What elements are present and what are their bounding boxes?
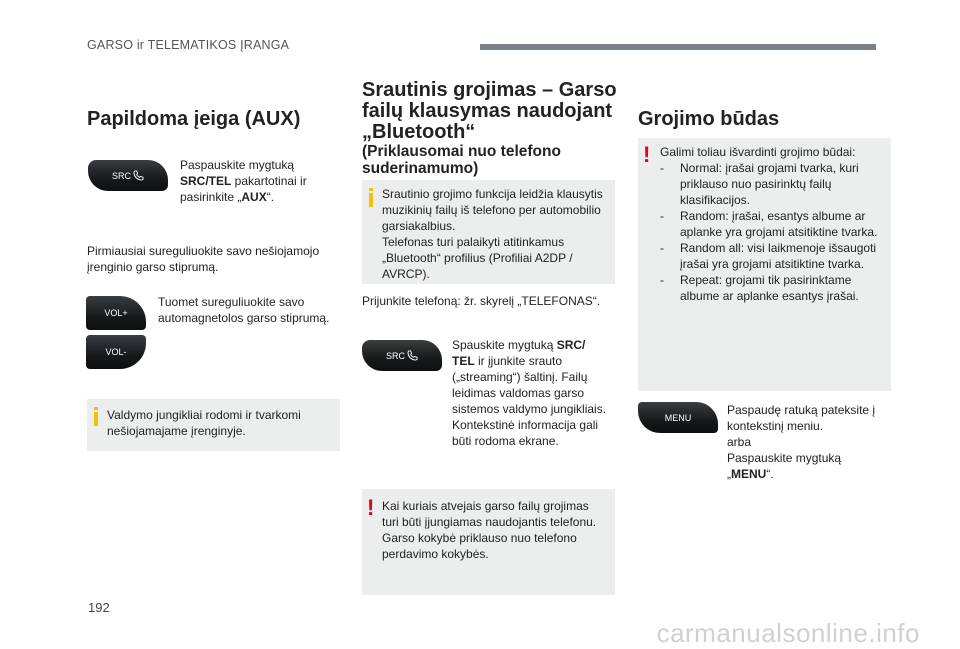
vol-down-button-image — [86, 335, 146, 369]
list-item: - Random all: visi laikmenoje išsaugoti įrašai yra grojami atsitiktine tvarka. — [660, 240, 886, 272]
play-mode-step: Paspaudę ratuką pateksite į kontekstinį meniu. arba Paspauskite mygtuką „MENU“. — [727, 403, 876, 481]
streaming-step: Spauskite mygtuką SRC/ TEL ir įjunkite srauto („streaming“) šaltinį. Failų leidimas valdomas garso sistemos valdymo jungikliais. Kontekstinė informacija gali būti rodoma ekrane. — [452, 338, 607, 448]
aux-step1: Paspauskite mygtuką SRC/TEL pakartotinai ir pasirinkite „AUX“. — [180, 158, 307, 204]
list-item: - Normal: įrašai grojami tvarka, kuri priklauso nuo pasirinktų failų klasifikacijos. — [660, 160, 886, 208]
vol-down-label: VOL- — [105, 347, 127, 357]
watermark: carmanualsonline.info — [656, 618, 920, 648]
streaming-warning-box — [362, 489, 615, 595]
streaming-warning-text: Kai kuriais atvejais garso failų grojimas turi būti įjungiamas naudojantis telefonu. Garso kokybė priklauso nuo telefono perdavimo kokybės. — [382, 499, 597, 561]
play-mode-list — [660, 144, 886, 304]
streaming-info-box — [362, 180, 615, 284]
src-label: SRC — [385, 350, 405, 361]
phone-icon — [133, 170, 144, 181]
src-button-image — [88, 160, 168, 191]
streaming-subtitle: (Priklausomai nuo telefono suderinamumo) — [362, 143, 561, 177]
info-icon — [369, 193, 373, 207]
aux-step2: Tuomet sureguliuokite savo automagnetolos garso stiprumą. — [158, 295, 330, 325]
aux-info-text: Valdymo jungikliai rodomi ir tvarkomi nešiojamajame įrenginyje. — [107, 408, 301, 438]
play-mode-intro: Galimi toliau išvardinti grojimo būdai: — [660, 145, 856, 159]
warning-icon: ! — [643, 142, 651, 167]
vol-up-label: VOL+ — [104, 308, 128, 318]
vol-up-button-image — [86, 296, 146, 330]
info-icon-dot — [94, 407, 98, 410]
menu-button-image — [638, 402, 718, 433]
info-icon-dot — [369, 188, 373, 191]
warning-icon: ! — [367, 495, 375, 520]
aux-title: Papildoma įeiga (AUX) — [87, 108, 301, 130]
phone-icon — [407, 350, 418, 361]
menu-label: MENU — [664, 412, 692, 423]
list-item: - Repeat: grojami tik pasirinktame albume ar aplanke esantys įrašai. — [660, 272, 886, 304]
play-mode-warning-box — [638, 138, 891, 391]
streaming-info-text: Srautinio grojimo funkcija leidžia klausytis muzikinių failų iš telefono per automobilio garsiakalbius. Telefonas turi palaikyti atitinkamus „Bluetooth“ profilius (Profiliai A2DP / AVRCP). — [382, 187, 603, 281]
streaming-title: Srautinis grojimas – Garso failų klausymas naudojant „Bluetooth“ — [362, 79, 617, 143]
play-mode-title: Grojimo būdas — [638, 108, 780, 130]
src-label: SRC — [111, 170, 131, 181]
section-title: GARSO ir TELEMATIKOS ĮRANGA — [87, 38, 290, 52]
list-item: - Random: įrašai, esantys albume ar aplanke yra grojami atsitiktine tvarka. — [660, 208, 886, 240]
connect-text: Prijunkite telefoną: žr. skyrelį „TELEFONAS“. — [362, 294, 601, 308]
src-button-image — [362, 340, 442, 371]
aux-paragraph: Pirmiausiai sureguliuokite savo nešiojamojo įrenginio garso stiprumą. — [87, 244, 320, 274]
info-icon — [94, 412, 98, 426]
page-number: 192 — [88, 600, 110, 615]
header-bar — [480, 44, 876, 50]
aux-info-box — [87, 399, 340, 451]
